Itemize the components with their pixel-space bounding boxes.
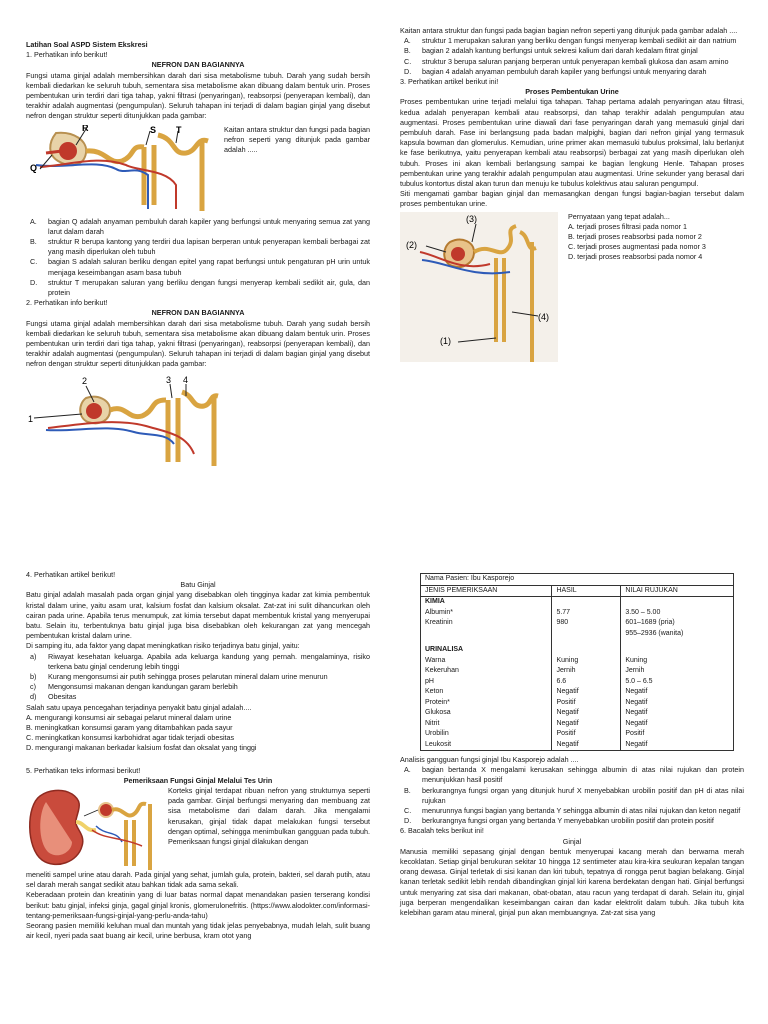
q2-title: NEFRON DAN BAGIANNYA	[151, 308, 245, 318]
col-rujukan: NILAI RUJUKAN	[621, 585, 734, 597]
q5-title: Pemeriksaan Fungsi Ginjal Melalui Tes Urin	[123, 775, 273, 785]
nephron-figure-1	[26, 125, 218, 213]
question-1	[26, 40, 370, 466]
fig2-label-1: 1	[28, 413, 34, 424]
worksheet-title: Latihan Soal ASPD Sistem Ekskresi	[26, 40, 148, 49]
q1-question: Kaitan antara struktur dan fungsi pada bagian nefron seperti yang ditunjuk pada gambar adalah .....	[224, 124, 370, 155]
q4-title: Batu Ginjal	[180, 580, 216, 590]
q4-question: Salah satu upaya pencegahan terjadinya penyakit batu ginjal adalah....	[26, 702, 252, 712]
fig3-label-2: (2)	[406, 239, 417, 250]
q4-option-c[interactable]: C. meningkatkan konsumsi karbohidrat agar tidak terjadi obesitas	[26, 733, 235, 743]
q3-option-a[interactable]: A. terjadi proses filtrasi pada nomor 1	[568, 221, 688, 231]
table-row: Glukosa Negatif Negatif	[421, 708, 734, 719]
q2-intro: 2. Perhatikan info berikut!	[26, 298, 108, 308]
table-row: Albumin* 5.77 3.50 – 5.00	[421, 608, 734, 619]
nephron-figure-2	[26, 374, 226, 466]
q1-options	[26, 217, 370, 299]
q1-option-c[interactable]: C. bagian S adalah saluran berliku dengan epitel yang rapat berfungsi untuk pengaturan pH urin untuk menjaga keseimbangan asam basa tubuh	[30, 257, 370, 277]
q2-options	[400, 36, 744, 77]
q2-passage: Fungsi utama ginjal adalah membersihkan darah dari sisa metabolisme tubuh. Darah yang sudah bersih kembali diedarkan ke seluruh tubuh, sementara sisa metabolisme akan dibuang dalam bentuk urin. Proses pembentukan urin terdiri dari tiga tahap, yakni filtrasi (penyaringan), reabsorpsi (penyerapan kembali), dan terakhir adalah augmentasi (pengumpulan). Seluruh tahapan ini terjadi di dalam bagian ginjal yang disebut nefron dengan struktur seperti ditunjukkan pada gambar:	[26, 318, 370, 369]
q2-question: Kaitan antara struktur dan fungsi pada bagian bagian nefron seperti yang ditunjuk pada gambar adalah ....	[400, 26, 738, 35]
q6-intro: 6. Bacalah teks berikut ini!	[400, 826, 484, 836]
q3-question-block	[558, 212, 706, 362]
kidney-nephron-figure	[400, 212, 558, 362]
fig1-label-s: S	[150, 124, 157, 135]
fig1-label-q: Q	[30, 162, 38, 173]
q4-intro: 4. Perhatikan artikel berikut!	[26, 570, 116, 579]
lab-results-table	[420, 573, 734, 751]
q5-option-c[interactable]: C. menurunnya fungsi bagian yang bertanda Y sehingga albumin di atas nilai rujukan dan keton negatif	[404, 806, 741, 816]
q5-side-text: Korteks ginjal terdapat ribuan nefron yang strukturnya seperti pada gambar. Ginjal berfungsi menyaring dan membuang zat sisa metabolisme dari dalam darah. Jika mengalami kerusakan, ginjal tidak dapat melakukan fungsi tersebut dengan optimal, sehingga menimbulkan gangguan pada tubuh. Pemeriksaan fungsi ginjal dilakukan dengan	[168, 786, 370, 847]
q3-intro: 3. Perhatikan artikel berikut ini!	[400, 77, 499, 87]
q5-option-d[interactable]: D. berkurangnya fungsi organ yang bertanda Y menyebabkan urobilin positif dan protein positif	[404, 816, 714, 826]
q3-instruction: Siti mengamati gambar bagian ginjal dan memasangkan dengan fungsi bagian-bagian tersebut dalam proses pembentukan urine.	[400, 189, 744, 209]
q3-option-c[interactable]: C. terjadi proses augmentasi pada nomor 3	[568, 242, 706, 252]
section-kimia: KIMIA	[421, 597, 552, 608]
question-2-continued	[400, 26, 744, 362]
q3-option-d[interactable]: D. terjadi proses reabsorbsi pada nomor 4	[568, 252, 703, 262]
patient-name: Nama Pasien: Ibu Kasporejo	[421, 574, 734, 586]
table-row: pH 6.6 5.0 – 6.5	[421, 677, 734, 688]
q5-option-b[interactable]: B. berkurangnya fungsi organ yang ditunjuk huruf X menyebabkan urobilin positif dan pH di atas nilai rujukan	[404, 785, 744, 805]
q4-option-b[interactable]: B. meningkatkan konsumsi garam yang ditambahkan pada sayur	[26, 723, 233, 733]
question-4	[26, 570, 370, 941]
question-5-continued	[400, 573, 744, 918]
q3-option-b[interactable]: B. terjadi proses reabsorbsi pada nomor 2	[568, 232, 702, 242]
table-row: Keton Negatif Negatif	[421, 687, 734, 698]
q5-options	[400, 765, 744, 826]
table-row: Kekeruhan Jernih Jernih	[421, 666, 734, 677]
q4-factor-d: d) Obesitas	[30, 692, 77, 702]
q4-factor-a: a) Riwayat kesehatan keluarga. Apabila ada keluarga kandung yang pernah. mengalaminya, risiko terkena batu ginjal cenderung lebih tinggi	[30, 651, 370, 671]
q5-intro: 5. Perhatikan teks informasi berikut!	[26, 765, 141, 775]
q1-option-b[interactable]: B. struktur R berupa kantong yang terdiri dua lapisan berperan untuk penyerapan kembali berbagai zat yang masih diperlukan oleh tubuh	[30, 237, 370, 257]
section-urinalisa: URINALISA	[421, 645, 552, 656]
q4-factor-b: b) Kurang mengonsumsi air putih sehingga proses pelarutan mineral dalam urine menurun	[30, 672, 328, 682]
fig1-label-r: R	[82, 124, 89, 133]
q5-option-a[interactable]: A. bagian bertanda X mengalami kerusakan sehingga albumin di atas nilai rujukan dan protein menunjukkan hasil positif	[404, 765, 744, 785]
col-hasil: HASIL	[552, 585, 621, 597]
q4-option-d[interactable]: D. mengurangi makanan berkadar kalsium fosfat dan oksalat yang tinggi	[26, 743, 257, 753]
table-row: Protein* Positif Negatif	[421, 698, 734, 709]
q4-passage-1: Batu ginjal adalah masalah pada organ ginjal yang disebabkan oleh tingginya kadar zat kimia pembentuk kristal dalam urine, yaitu asam urat, kalsium fosfat dan kalsium oksalat. Zat-zat ini sulit dihancurkan oleh cairan pada urine. Apabila terus menumpuk, zat kimia tersebut dapat membentuk kristal yang menyerupai batu. Selain itu, terbentuknya batu ginjal juga bisa disebabkan oleh kekurangan zat yang mencegah pembentukan kristal dalam urine.	[26, 590, 370, 641]
fig3-label-4: (4)	[538, 311, 549, 322]
q4-option-a[interactable]: A. mengurangi konsumsi air sebagai pelarut mineral dalam urine	[26, 712, 232, 722]
table-row: Warna Kuning Kuning	[421, 656, 734, 667]
table-row: Urobilin Positif Positif	[421, 729, 734, 740]
fig3-label-3: (3)	[466, 213, 477, 224]
q5-passage-3: Seorang pasien memiliki keluhan mual dan muntah yang tidak jelas penyebabnya, mudah lelah, sulit buang air kecil, nyeri pada saat buang air kecil, urine berbusa, kram otot yang	[26, 921, 370, 941]
table-row: Leukosit Negatif Negatif	[421, 740, 734, 751]
table-row: Kreatinin 980 601–1689 (pria)	[421, 618, 734, 629]
q6-passage: Manusia memiliki sepasang ginjal dengan bentuk menyerupai kacang merah dan berwarna merah kecoklatan. Setiap ginjal berukuran sekitar 10 hingga 12 sentimeter atau kira-kira seukuran kepalan tangan orang dewasa. Ginjal terletak di sisi kanan dan kiri tubuh, tepatnya di rongga perut bagian belakang. Ginjal kanan terletak sedikit lebih rendah dibandingkan ginjal kiri karena berdekatan dengan hati. Ginjal berfungsi untuk menyaring zat sisa dari makanan, obat-obatan, atau racun yang terdapat di darah. Selain itu, ginjal juga berperan mengendalikan keseimbangan cairan dan kadar elektrolit dalam tubuh. Jika tubuh kita kelebihan garam atau mineral, ginjal pun akan membuangnya. Zat-zat sisa yang	[400, 846, 744, 918]
fig2-label-2: 2	[82, 375, 88, 386]
q1-title: NEFRON DAN BAGIANNYA	[151, 60, 245, 70]
table-row: 955–2936 (wanita)	[421, 629, 734, 640]
fig2-label-4: 4	[183, 374, 189, 385]
fig3-label-1: (1)	[440, 335, 451, 346]
col-jenis: JENIS PEMERIKSAAN	[421, 585, 552, 597]
q2-option-c[interactable]: C. struktur 3 berupa saluran panjang berperan untuk penyerapan kembali glukosa dan asam amino	[404, 56, 729, 66]
q1-intro: 1. Perhatikan info berikut!	[26, 50, 108, 60]
q2-option-b[interactable]: B. bagian 2 adalah kantung berfungsi untuk sekresi kalium dari darah kedalam fitrat ginjal	[404, 46, 698, 56]
q1-option-d[interactable]: D. struktur T merupakan saluran yang berliku dengan fungsi menyerap kembali sedikit air, gula, dan protein	[30, 277, 370, 298]
q2-option-d[interactable]: D. bagian 4 adalah anyaman pembuluh darah kapiler yang berfungsi untuk menyaring darah	[404, 66, 707, 76]
q1-option-a[interactable]: A. bagian Q adalah anyaman pembuluh darah kapiler yang berfungsi untuk menyaring semua zat yang larut dalam darah	[30, 216, 370, 236]
q5-passage-2: Keberadaan protein dan kreatinin yang di luar batas normal dapat menandakan pasien terserang kondisi berikut: batu ginjal, infeksi ginja, gagal ginjal kronis, glomerulonefritis. (https://www.alodokter.com/informasi-tentang-pemeriksaan-fungsi-ginjal-yang-perlu-anda-tahu)	[26, 890, 370, 920]
q6-title: Ginjal	[562, 836, 582, 846]
q4-passage-2: Di samping itu, ada faktor yang dapat meningkatkan risiko terjadinya batu ginjal, yaitu:	[26, 641, 300, 651]
q3-question: Pernyataan yang tepat adalah...	[568, 211, 670, 221]
q1-passage: Fungsi utama ginjal adalah membersihkan darah dari sisa metabolisme tubuh. Darah yang sudah bersih kembali diedarkan ke seluruh tubuh, sementara sisa metabolisme akan dibuang dalam bentuk urin. Proses pembentukan urin terdiri dari tiga tahap, yakni filtrasi (penyaringan), reabsorpsi (penyerapan kembali), dan terakhir adalah augmentasi (pengumpulan). Seluruh tahapan ini terjadi di dalam bagian ginjal yang disebut nefron dengan struktur seperti ditunjukkan pada gambar:	[26, 70, 370, 121]
table-row: Nitrit Negatif Negatif	[421, 719, 734, 730]
fig2-label-3: 3	[166, 374, 172, 385]
q2-option-a[interactable]: A. struktur 1 merupakan saluran yang berliku dengan fungsi menyerap kembali sedikit air dan natrium	[404, 36, 737, 46]
q3-passage: Proses pembentukan urine terjadi melalui tiga tahapan. Tahap pertama adalah penyaringan atau filtrasi, kedua adalah penyerapan kembali atau reabsorpsi, dan tahap terakhir adalah pengumpulan atau augmentasi. Proses pembentukan urine diawali dari fase penyaringan darah yang memasuki ginjal dari pembuluh darah. Fase ini berlangsung pada badan malpighi, bagian dari nefron ginjal yang termasuk kapsula bowman dan glomerulus. Kemudian, urine primer akan memasuki tubulus proksimal, lalu berlanjut ke fase berikutnya, yaitu penyerapan kembali atau reabsorpsi) berbagai zat yang masih diperlukan oleh tubuh. Proses ini akan kembali berlangsung sampai ke bagian lengkung Henle. Tahapan proses pembentukan urine yang terakhir adalah pengumpulan atau augmentasi. Urine sekunder yang berasal dari tubulus kontortus distal akan turun dan menuju ke tubulus kolektivus atau saluran pengumpul.	[400, 97, 744, 189]
fig1-label-t: T	[176, 124, 182, 135]
q4-factor-c: c) Mengonsumsi makanan dengan kandungan garam berlebih	[30, 682, 238, 692]
kidney-figure-q5	[26, 786, 162, 870]
q5-passage-1: meneliti sampel urine atau darah. Pada ginjal yang sehat, jumlah gula, protein, bakteri, sel darah putih, atau sel darah merah sangat sedikit atau bahkan tidak ada sama sekali.	[26, 870, 370, 890]
q4-factors	[26, 652, 370, 703]
q3-title: Proses Pembentukan Urine	[525, 87, 619, 97]
q5-question: Analisis gangguan fungsi ginjal Ibu Kasporejo adalah ....	[400, 755, 579, 764]
